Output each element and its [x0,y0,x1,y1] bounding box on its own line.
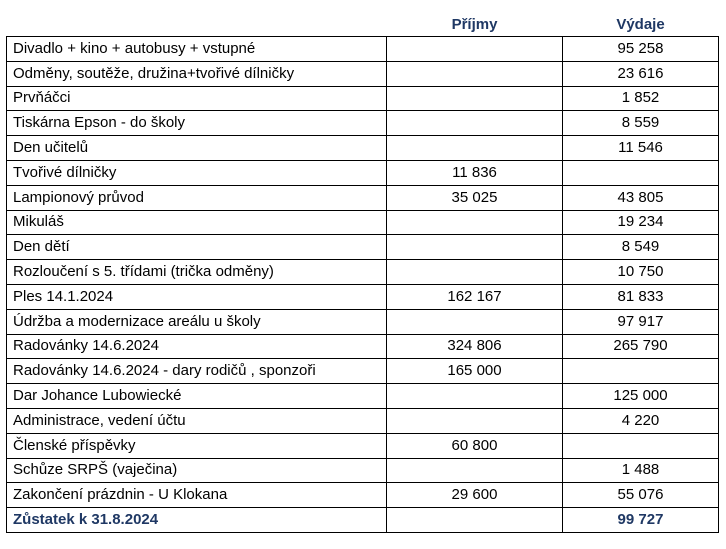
table-row [7,260,719,285]
table-row [7,284,719,309]
total-row [7,508,719,533]
row-income: 11 836 [387,160,563,185]
row-income [387,408,563,433]
row-income: 324 806 [387,334,563,359]
total-label: Zůstatek k 31.8.2024 [7,508,387,533]
total-income [387,508,563,533]
row-income: 162 167 [387,284,563,309]
row-label: Údržba a modernizace areálu u školy [7,309,387,334]
table-row [7,185,719,210]
row-label: Administrace, vedení účtu [7,408,387,433]
header-expenses: Výdaje [616,15,665,33]
row-income [387,37,563,62]
row-label: Tvořivé dílničky [7,160,387,185]
row-expense: 19 234 [563,210,719,235]
header-row [7,12,719,37]
table-row [7,433,719,458]
row-expense: 10 750 [563,260,719,285]
table-row [7,37,719,62]
table-row [7,309,719,334]
row-income [387,384,563,409]
row-expense: 8 549 [563,235,719,260]
table-row [7,160,719,185]
table-row [7,408,719,433]
header-income: Příjmy [451,15,498,33]
row-label: Lampionový průvod [7,185,387,210]
row-expense: 1 488 [563,458,719,483]
row-income: 60 800 [387,433,563,458]
table-row [7,483,719,508]
budget-table [6,12,719,533]
row-expense: 11 546 [563,136,719,161]
row-expense: 55 076 [563,483,719,508]
row-label: Odměny, soutěže, družina+tvořivé dílničky [7,61,387,86]
row-expense: 265 790 [563,334,719,359]
row-label: Mikuláš [7,210,387,235]
row-expense: 97 917 [563,309,719,334]
row-label: Zakončení prázdnin - U Klokana [7,483,387,508]
header-label-column [7,12,387,37]
table-row [7,61,719,86]
row-label: Tiskárna Epson - do školy [7,111,387,136]
table-row [7,210,719,235]
table-row [7,458,719,483]
row-label: Divadlo + kino + autobusy + vstupné [7,37,387,62]
table-row [7,384,719,409]
row-income [387,136,563,161]
row-income [387,309,563,334]
table-row [7,136,719,161]
row-expense: 81 833 [563,284,719,309]
row-expense [563,359,719,384]
row-expense [563,160,719,185]
table-row [7,334,719,359]
row-label: Rozloučení s 5. třídami (trička odměny) [7,260,387,285]
row-label: Ples 14.1.2024 [7,284,387,309]
row-expense: 1 852 [563,86,719,111]
row-label: Prvňáčci [7,86,387,111]
row-income [387,235,563,260]
table-row [7,111,719,136]
row-expense [563,433,719,458]
row-label: Den dětí [7,235,387,260]
table-row [7,359,719,384]
row-income: 165 000 [387,359,563,384]
row-label: Den učitelů [7,136,387,161]
row-income [387,458,563,483]
row-expense: 4 220 [563,408,719,433]
row-label: Dar Johance Lubowiecké [7,384,387,409]
total-expense: 99 727 [563,508,719,533]
row-label: Radovánky 14.6.2024 [7,334,387,359]
row-income [387,86,563,111]
row-income [387,260,563,285]
budget-sheet [6,12,718,533]
row-expense: 43 805 [563,185,719,210]
row-expense: 95 258 [563,37,719,62]
row-income [387,210,563,235]
row-income [387,111,563,136]
row-income: 29 600 [387,483,563,508]
row-label: Členské příspěvky [7,433,387,458]
table-row [7,86,719,111]
row-income: 35 025 [387,185,563,210]
row-income [387,61,563,86]
row-expense: 23 616 [563,61,719,86]
row-label: Radovánky 14.6.2024 - dary rodičů , sponzoři [7,359,387,384]
row-label: Schůze SRPŠ (vaječina) [7,458,387,483]
table-row [7,235,719,260]
row-expense: 125 000 [563,384,719,409]
row-expense: 8 559 [563,111,719,136]
